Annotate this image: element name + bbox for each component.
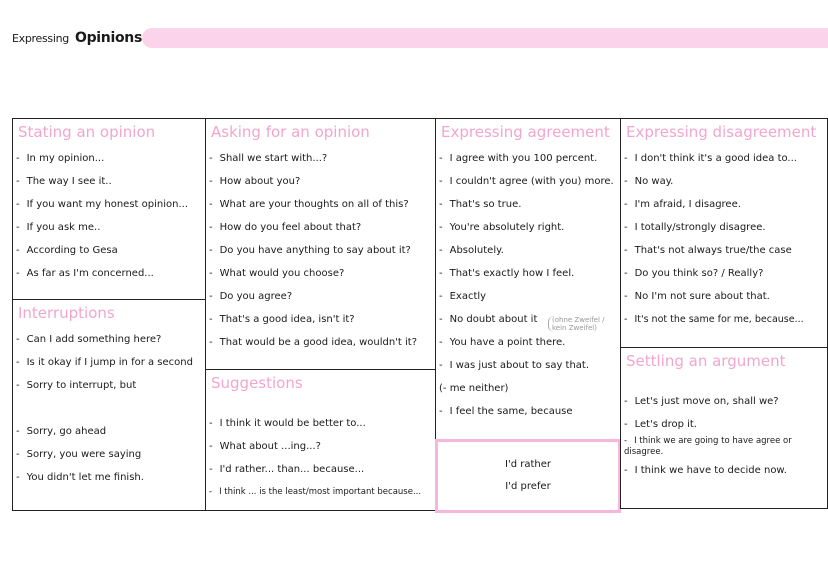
settling-list: [621, 390, 827, 482]
list-item: - You're absolutely right.: [439, 222, 565, 233]
list-item: (- me neither): [439, 383, 509, 394]
rather-label: I'd rather: [505, 459, 551, 470]
list-item: - If you ask me..: [16, 222, 101, 233]
list-item: - Do you agree?: [209, 291, 293, 302]
rather-prefer-box: [435, 439, 621, 513]
list-item: - I don't think it's a good idea to...: [624, 153, 797, 164]
list-item: - That's exactly how I feel.: [439, 268, 575, 279]
disagreement-title: Expressing disagreement: [626, 123, 817, 141]
agreement-annotation: (ohne Zweifel / kein Zweifel): [548, 316, 617, 332]
stating-opinion-box: [12, 118, 206, 300]
list-item: - According to Gesa: [16, 245, 118, 256]
list-item: - I feel the same, because: [439, 406, 573, 417]
list-item: - I'd rather... than... because...: [209, 464, 365, 475]
prefer-label: I'd prefer: [505, 481, 551, 492]
list-item: - Sorry, you were saying: [16, 449, 142, 460]
list-item: - How do you feel about that?: [209, 222, 362, 233]
list-item: - I'm afraid, I disagree.: [624, 199, 741, 210]
list-item: - Is it okay if I jump in for a second: [16, 357, 193, 368]
list-item: - That would be a good idea, wouldn't it?: [209, 337, 418, 348]
list-item: - I think it would be better to...: [209, 418, 366, 429]
list-item: [16, 397, 205, 420]
list-item: - It's not the same for me, because...: [624, 314, 804, 325]
agreement-title: Expressing agreement: [441, 123, 610, 141]
list-item: - Do you have anything to say about it?: [209, 245, 411, 256]
list-item: - If you want my honest opinion...: [16, 199, 189, 210]
list-item: - I couldn't agree (with you) more.: [439, 176, 614, 187]
list-item: - Shall we start with...?: [209, 153, 328, 164]
list-item: - Do you think so? / Really?: [624, 268, 764, 279]
interruptions-list: [13, 328, 205, 489]
page-title-prefix: Expressing: [12, 32, 69, 45]
list-item: - What about ...ing...?: [209, 441, 321, 452]
header-decorative-bar: [142, 28, 828, 48]
suggestions-title: Suggestions: [211, 374, 303, 392]
list-item: - That's so true.: [439, 199, 522, 210]
list-item: - You didn't let me finish.: [16, 472, 144, 483]
page-title: [12, 30, 142, 46]
suggestions-box: [205, 369, 436, 511]
agreement-box: [435, 118, 621, 440]
interruptions-title: Interruptions: [18, 304, 115, 322]
asking-opinion-title: Asking for an opinion: [211, 123, 370, 141]
stating-opinion-list: [13, 147, 205, 285]
list-item: - Let's drop it.: [624, 419, 697, 430]
list-item: - The way I see it..: [16, 176, 112, 187]
asking-opinion-box: [205, 118, 436, 370]
settling-box: [620, 347, 828, 509]
list-item: - You have a point there.: [439, 337, 566, 348]
asking-opinion-list: [206, 147, 435, 354]
list-item: - I was just about to say that.: [439, 360, 590, 371]
list-item: - No way.: [624, 176, 674, 187]
list-item: - That's a good idea, isn't it?: [209, 314, 355, 325]
list-item: - No doubt about it: [439, 314, 538, 325]
list-item: - In my opinion...: [16, 153, 105, 164]
list-item: - I think ... is the least/most important because...: [209, 487, 422, 497]
list-item: - I think we have to decide now.: [624, 465, 787, 476]
list-item: - I totally/strongly disagree.: [624, 222, 766, 233]
disagreement-list: [621, 147, 827, 331]
list-item: - Sorry to interrupt, but: [16, 380, 137, 391]
list-item: - No I'm not sure about that.: [624, 291, 770, 302]
suggestions-list: [206, 412, 435, 504]
list-item: - I think we are going to have agree or disagree.: [624, 436, 792, 457]
page-title-bold: Opinions: [74, 30, 142, 46]
list-item: - How about you?: [209, 176, 301, 187]
disagreement-box: [620, 118, 828, 348]
list-item: - Exactly: [439, 291, 487, 302]
list-item: - Absolutely.: [439, 245, 504, 256]
list-item: - Let's just move on, shall we?: [624, 396, 779, 407]
list-item: - Sorry, go ahead: [16, 426, 107, 437]
list-item: - Can I add something here?: [16, 334, 162, 345]
list-item: - That's not always true/the case: [624, 245, 792, 256]
stating-opinion-title: Stating an opinion: [18, 123, 156, 141]
interruptions-box: [12, 299, 206, 511]
list-item: - As far as I'm concerned...: [16, 268, 154, 279]
agreement-list: [436, 147, 620, 423]
list-item: - What would you choose?: [209, 268, 345, 279]
list-item: - I agree with you 100 percent.: [439, 153, 598, 164]
settling-title: Settling an argument: [626, 352, 786, 370]
list-item: - What are your thoughts on all of this?: [209, 199, 409, 210]
